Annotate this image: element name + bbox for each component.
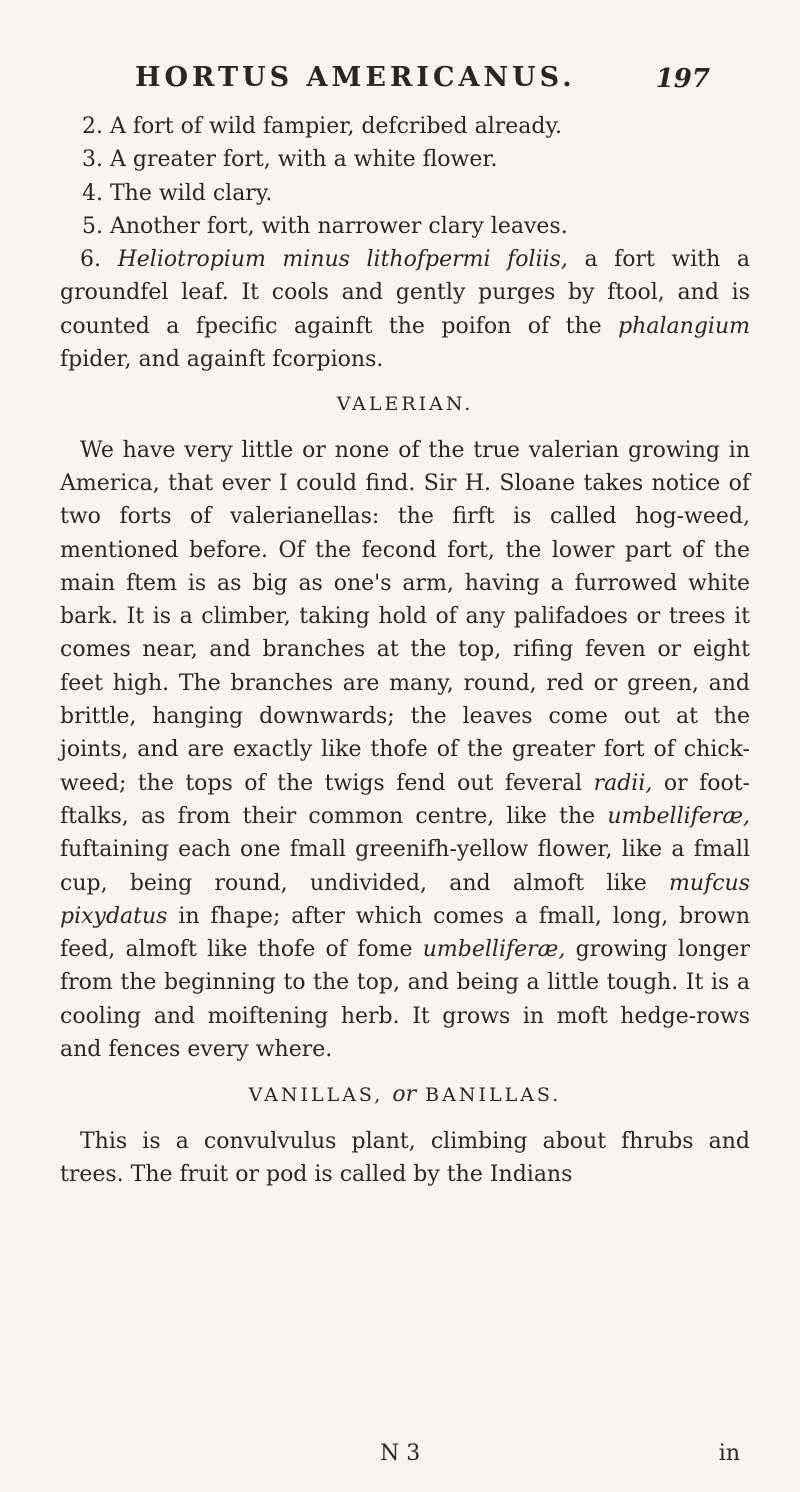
paragraph-text: We have very little or none of the true valerian growing in America, that ever I could find. Sir H. Sloane takes notice of two forts of valerianellas: the firft is called hog-weed, mentioned before. Of the fecond fort, the lower part of the main ftem is as big as one's arm, having a furrowed white bark. It is a climber, taking hold of any palifadoes or trees it comes near, and branches at the top, rifing feven or eight feet high. The branches are many, round, red or green, and brittle, hanging downwards; the leaves come out at the joints, and are exactly like thofe of the greater fort of chick-weed; the tops of the twigs fend out feveral xyxy=(60,437,750,796)
latin-name: Heliotropium minus lithofpermi foliis, xyxy=(117,247,568,273)
list-item xyxy=(60,177,750,210)
list-item xyxy=(60,143,750,176)
body-text xyxy=(60,110,750,1191)
list-item-text: A greater fort, with a white flower. xyxy=(110,147,498,173)
paragraph-text: in fhape; after which comes a fmall, long, brown feed, almoft like thofe of fome xyxy=(60,903,750,963)
entry-text: a fort with a groundfel leaf. It cools and gently purges by ftool, and is counted a fpecific againft the poifon of the xyxy=(60,247,750,339)
latin-term: umbelliferæ, xyxy=(607,803,750,829)
entry-text: fpider, and againft fcorpions. xyxy=(60,347,384,373)
heading-main: VANILLAS, xyxy=(248,1084,384,1107)
latin-term: mufcus pixydatus xyxy=(60,870,750,929)
running-head: HORTUS AMERICANUS. xyxy=(135,62,576,93)
list-item xyxy=(60,210,750,243)
signature-mark: N 3 xyxy=(380,1441,421,1466)
list-item-number: 3. xyxy=(82,147,103,173)
list-item-text: The wild clary. xyxy=(110,180,273,206)
heliotropium-entry xyxy=(60,243,750,376)
section-heading-vanillas xyxy=(60,1078,750,1112)
list-item-number: 2. xyxy=(82,114,103,139)
vanillas-paragraph: This is a convulvulus plant, climbing about fhrubs and trees. The fruit or pod is called by the Indians xyxy=(60,1128,750,1187)
list-item xyxy=(60,110,750,143)
page-number: 197 xyxy=(655,64,710,94)
list-item-number: 5. xyxy=(82,213,103,239)
list-item-text: A fort of wild fampier, defcribed already. xyxy=(110,114,563,139)
valerian-paragraph xyxy=(60,434,750,1067)
paragraph-text: or foot-ftalks, as from their common centre, like the xyxy=(60,770,751,829)
catchword: in xyxy=(718,1441,740,1466)
list-item-number: 6. xyxy=(80,247,101,273)
latin-term: radii, xyxy=(593,770,653,796)
heading-alt: BANILLAS. xyxy=(425,1084,562,1107)
paragraph-text: fuftaining each one fmall greenifh-yellow flower, like a fmall cup, being round, undivided, and almoft like xyxy=(60,837,750,896)
list-item-number: 4. xyxy=(82,180,103,206)
latin-term: umbelliferæ, xyxy=(422,937,566,963)
heading-or: or xyxy=(392,1082,417,1108)
section-heading-valerian: VALERIAN. xyxy=(336,393,474,416)
list-item-text: Another fort, with narrower clary leaves. xyxy=(110,213,568,239)
latin-name: phalangium xyxy=(618,313,750,339)
paragraph-text: growing longer from the beginning to the top, and being a little tough. It is a cooling and moiftening herb. It grows in moft hedge-rows and fences every where. xyxy=(60,937,750,1063)
